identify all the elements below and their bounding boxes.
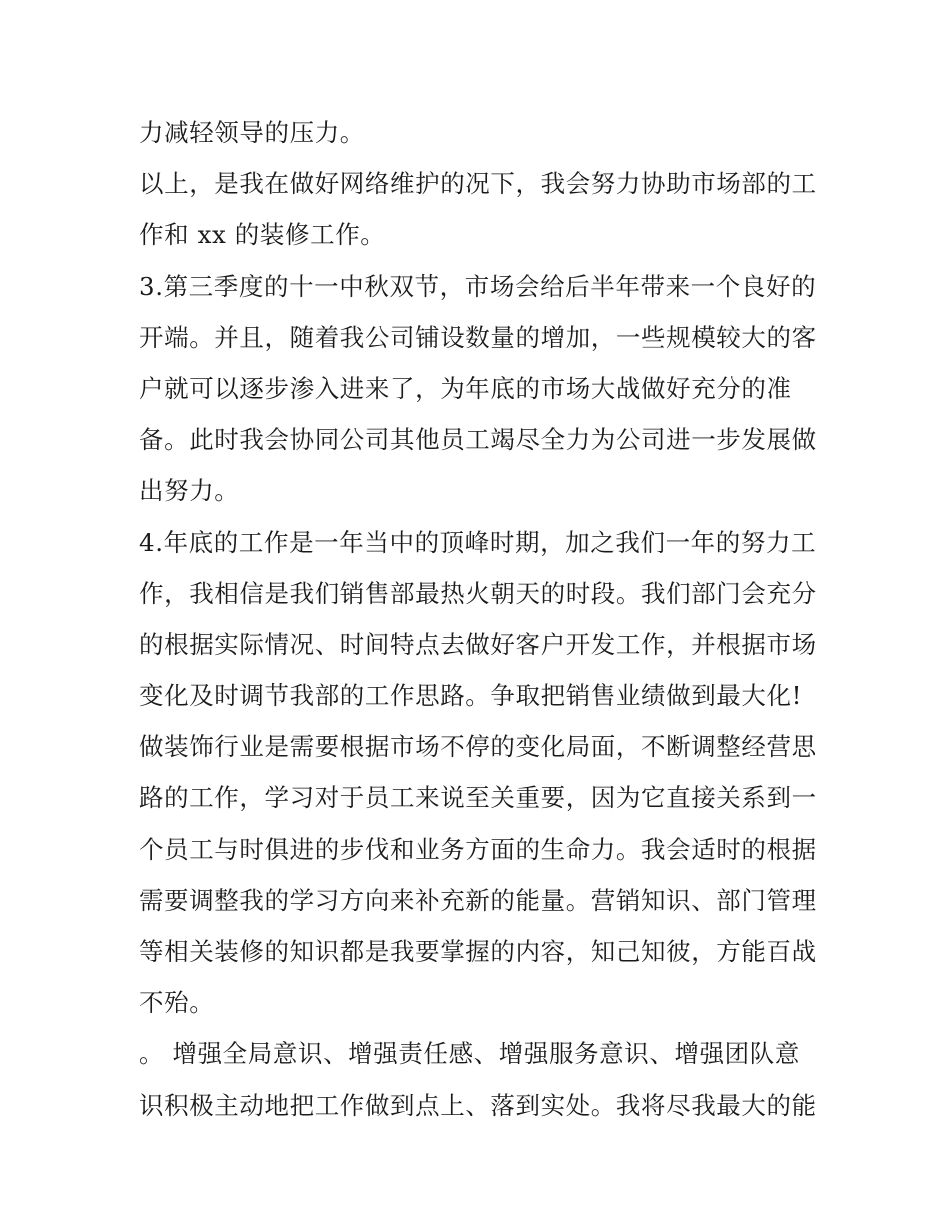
text-line: 识积极主动地把工作做到点上、落到实处。我将尽我最大的能 — [139, 1090, 817, 1120]
text-line: 的根据实际情况、时间特点去做好客户开发工作，并根据市场 — [139, 629, 817, 659]
text-line: 4.年底的工作是一年当中的顶峰时期，加之我们一年的努力工 — [139, 527, 817, 557]
text-line: 需要调整我的学习方向来补充新的能量。营销知识、部门管理 — [139, 885, 817, 915]
text-line: 做装饰行业是需要根据市场不停的变化局面，不断调整经营思 — [139, 732, 817, 762]
text-line: 力减轻领导的压力。 — [139, 118, 365, 147]
text-line: 个员工与时俱进的步伐和业务方面的生命力。我会适时的根据 — [139, 834, 817, 864]
text-line: 开端。并且，随着我公司铺设数量的增加，一些规模较大的客 — [139, 322, 817, 352]
text-line: 路的工作，学习对于员工来说至关重要，因为它直接关系到一 — [139, 783, 817, 813]
text-line: 户就可以逐步渗入进来了，为年底的市场大战做好充分的准 — [139, 373, 792, 403]
text-line: 变化及时调节我部的工作思路。争取把销售业绩做到最大化! — [139, 681, 803, 711]
text-line: 备。此时我会协同公司其他员工竭尽全力为公司进一步发展做 — [139, 425, 817, 455]
text-line: 等相关装修的知识都是我要掌握的内容，知己知彼，方能百战 — [139, 937, 817, 966]
text-line: 以上，是我在做好网络维护的况下，我会努力协助市场部的工 — [139, 169, 817, 199]
text-line: 作和 xx 的装修工作。 — [139, 220, 386, 250]
text-line: 3.第三季度的十一中秋双节，市场会给后半年带来一个良好的 — [139, 271, 817, 301]
text-line: 不殆。 — [139, 988, 215, 1018]
text-line: 。 增强全局意识、增强责任感、增强服务意识、增强团队意 — [139, 1039, 800, 1069]
text-line: 作，我相信是我们销售部最热火朝天的时段。我们部门会充分 — [139, 578, 817, 608]
document-body — [139, 107, 819, 1131]
text-line: 出努力。 — [139, 476, 240, 506]
